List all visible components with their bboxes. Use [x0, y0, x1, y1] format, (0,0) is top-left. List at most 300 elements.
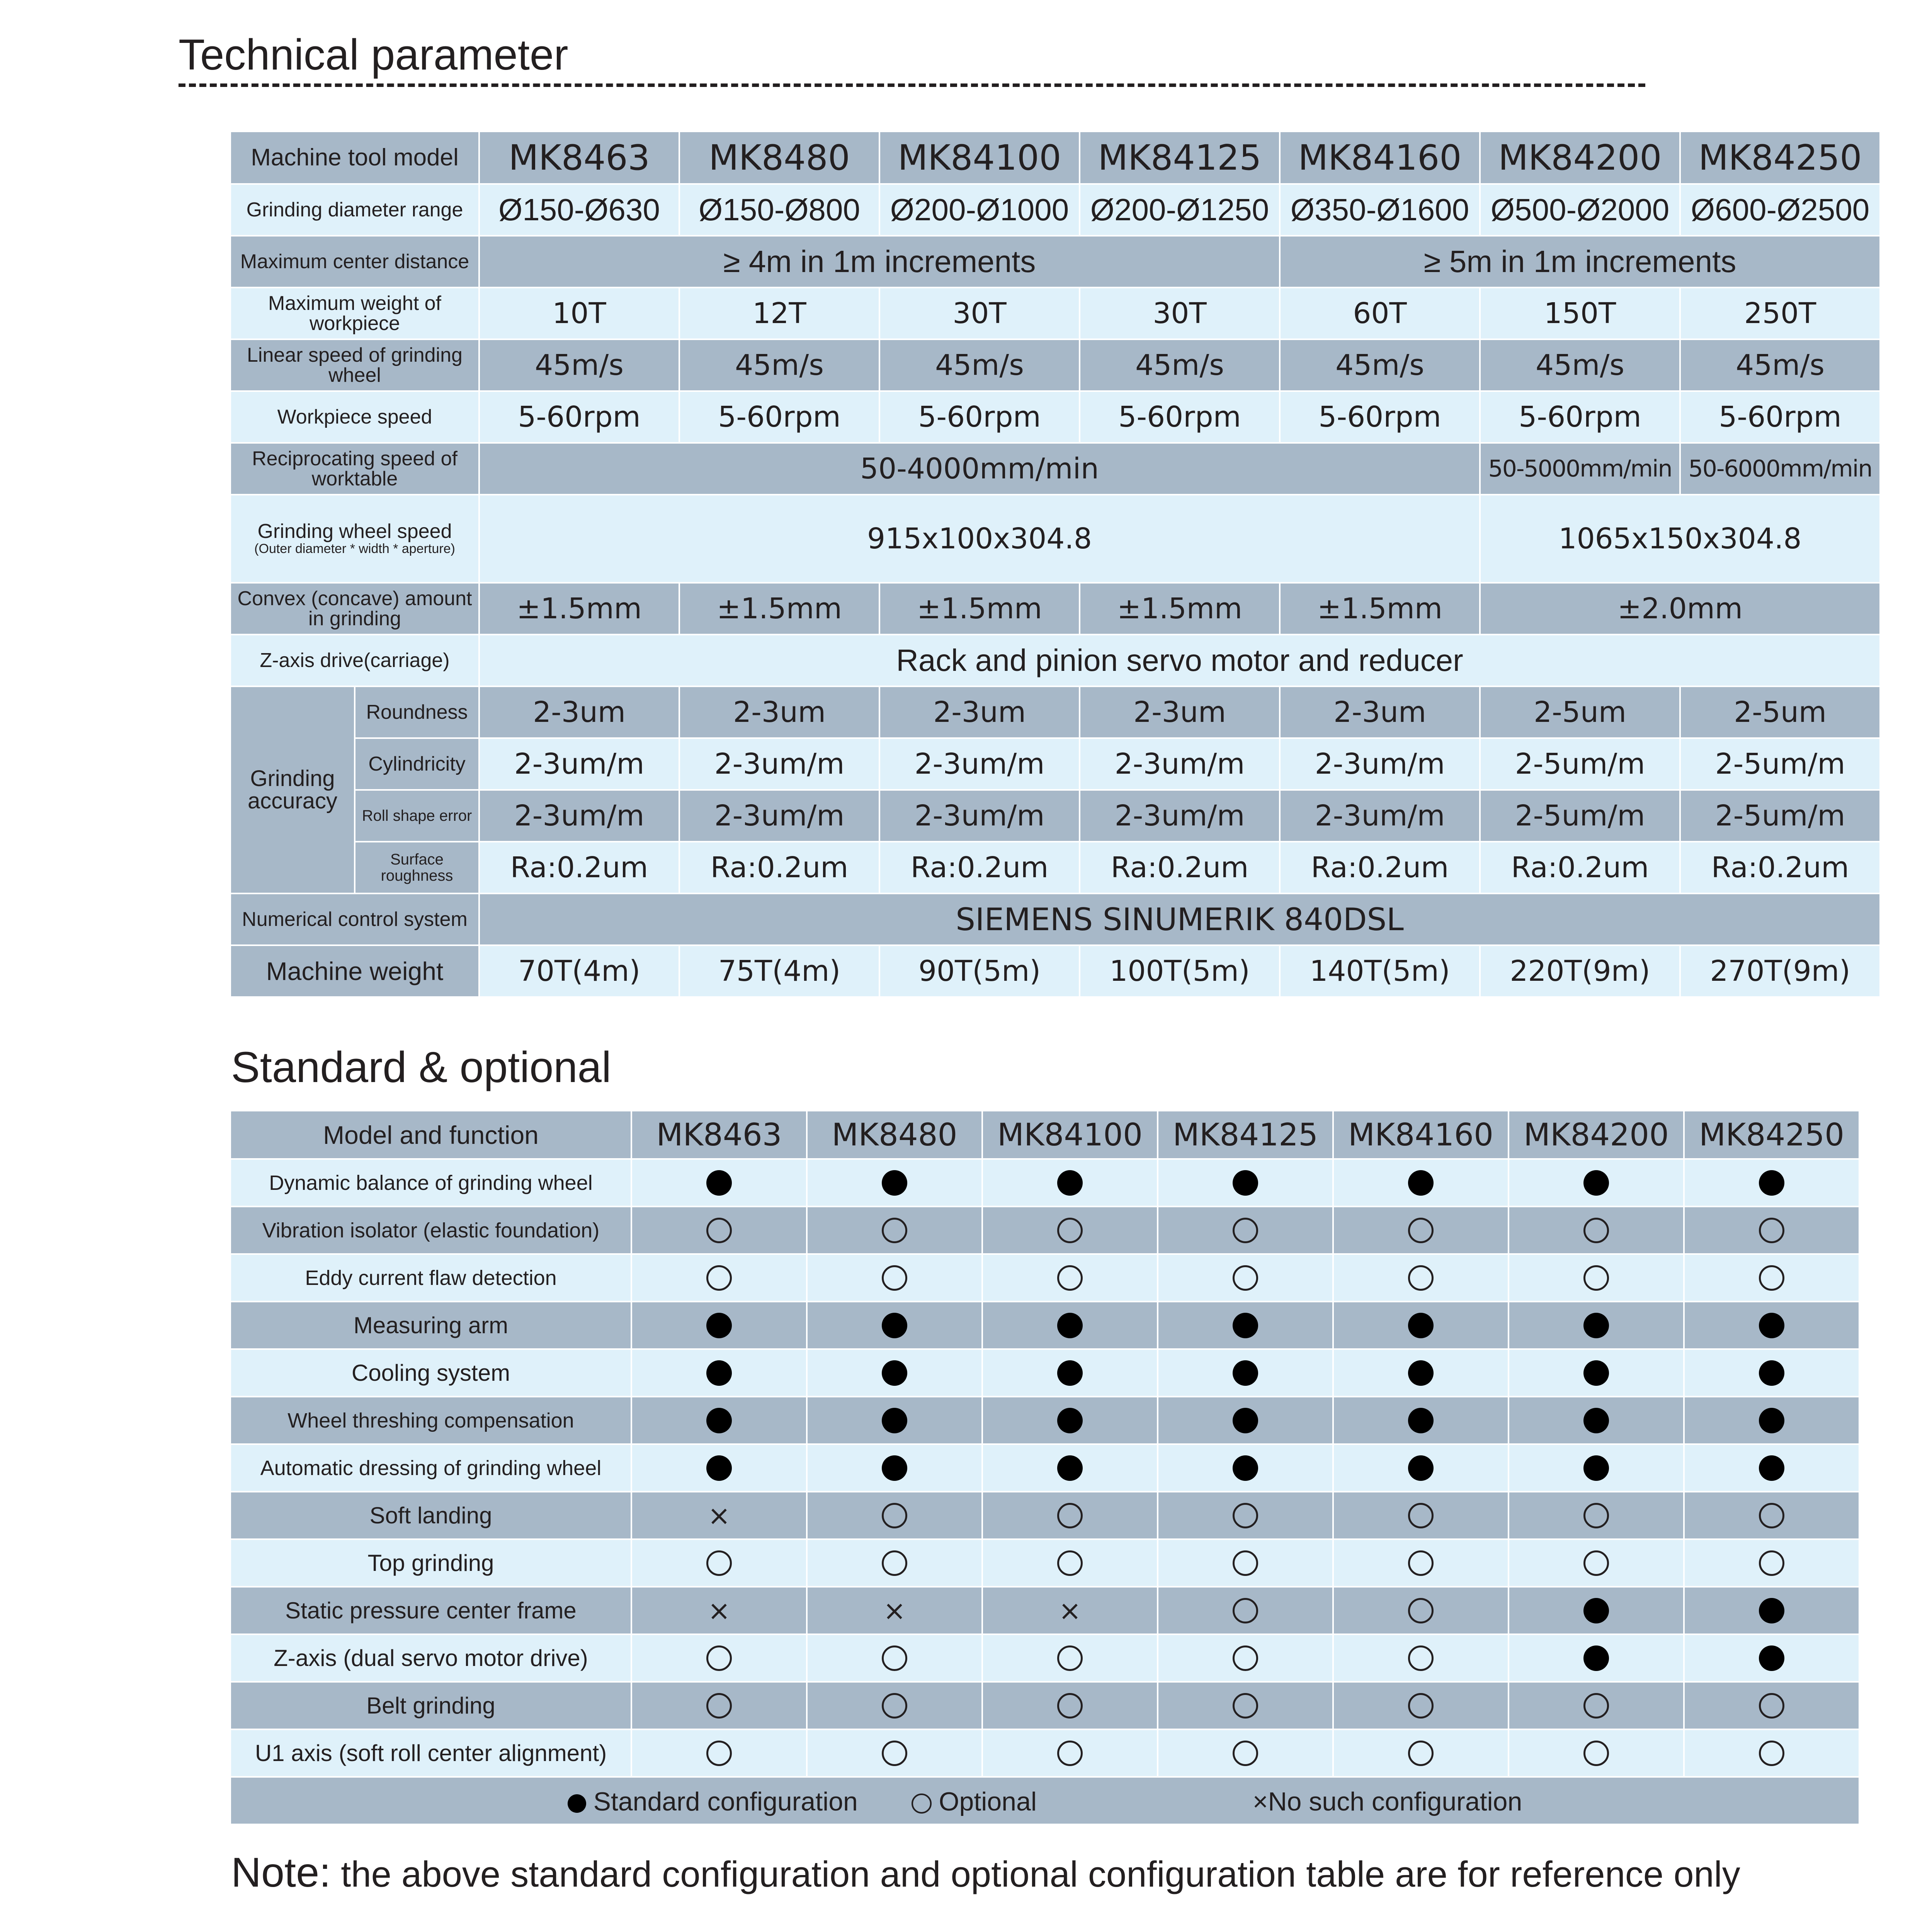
filled-circle-icon	[882, 1360, 907, 1386]
option-status-cell	[1333, 1302, 1509, 1349]
option-status-cell	[982, 1587, 1158, 1634]
option-status-cell	[1158, 1349, 1333, 1397]
roll-shape-cell: 2-3um/m	[879, 790, 1080, 842]
workpiece-speed-cell: 5-60rpm	[1280, 391, 1480, 443]
filled-circle-icon	[1759, 1455, 1784, 1481]
row-label-surface: Surface roughness	[355, 842, 479, 893]
option-status-cell	[807, 1302, 982, 1349]
reciprocating-speed-cell: 50-6000mm/min	[1680, 443, 1880, 495]
zaxis-cell: Rack and pinion servo motor and reducer	[479, 635, 1880, 686]
row-label-center-distance: Maximum center distance	[231, 236, 479, 288]
option-row	[231, 1729, 1859, 1777]
option-status-cell	[1158, 1159, 1333, 1206]
open-circle-icon	[882, 1741, 907, 1766]
option-function-label: Automatic dressing of grinding wheel	[231, 1444, 631, 1492]
workpiece-speed-cell: 5-60rpm	[1480, 391, 1680, 443]
option-status-cell	[982, 1729, 1158, 1777]
legend-standard-label: Standard configuration	[593, 1787, 858, 1817]
option-status-cell	[1333, 1492, 1509, 1539]
option-status-cell	[1509, 1254, 1684, 1302]
filled-circle-icon	[706, 1313, 732, 1338]
cylindricity-cell: 2-5um/m	[1480, 738, 1680, 790]
row-label-weight: Maximum weight of workpiece	[231, 288, 479, 339]
option-status-cell	[1158, 1206, 1333, 1254]
option-status-cell	[982, 1682, 1158, 1729]
filled-circle-icon	[1233, 1408, 1258, 1433]
option-status-cell	[1333, 1587, 1509, 1634]
weight-cell: 10T	[479, 288, 679, 339]
filled-circle-icon	[1057, 1313, 1083, 1338]
roundness-cell: 2-3um	[479, 686, 679, 738]
option-status-cell	[1684, 1254, 1859, 1302]
machine-weight-cell: 75T(4m)	[679, 945, 879, 997]
filled-circle-icon	[1759, 1408, 1784, 1433]
ncs-cell: SIEMENS SINUMERIK 840DSL	[479, 893, 1880, 945]
filled-circle-icon	[568, 1794, 586, 1813]
open-circle-icon	[882, 1265, 907, 1291]
option-status-cell	[1158, 1729, 1333, 1777]
option-status-cell	[631, 1397, 807, 1444]
option-status-cell	[1158, 1254, 1333, 1302]
option-status-cell	[982, 1397, 1158, 1444]
open-circle-icon	[1408, 1550, 1434, 1576]
option-row	[231, 1254, 1859, 1302]
cylindricity-row	[231, 738, 1880, 790]
option-status-cell	[1158, 1682, 1333, 1729]
filled-circle-icon	[882, 1408, 907, 1433]
technical-parameter-title: Technical parameter	[179, 31, 568, 79]
weight-cell: 150T	[1480, 288, 1680, 339]
open-circle-icon	[1057, 1550, 1083, 1576]
filled-circle-icon	[1408, 1360, 1434, 1386]
model-cell: MK84200	[1480, 132, 1680, 184]
option-status-cell	[1509, 1397, 1684, 1444]
cross-icon: ×	[707, 1594, 731, 1627]
open-circle-icon	[1759, 1503, 1784, 1528]
diameter-row	[231, 184, 1880, 236]
filled-circle-icon	[706, 1455, 732, 1481]
filled-circle-icon	[1233, 1313, 1258, 1338]
option-status-cell	[1158, 1587, 1333, 1634]
option-row	[231, 1587, 1859, 1634]
open-circle-icon	[1233, 1503, 1258, 1528]
wheel-speed-note: (Outer diameter * width * aperture)	[254, 541, 455, 556]
zaxis-row	[231, 635, 1880, 686]
linear-speed-cell: 45m/s	[1680, 339, 1880, 391]
open-circle-icon	[1408, 1218, 1434, 1243]
open-circle-icon	[706, 1218, 732, 1243]
option-status-cell	[1509, 1634, 1684, 1682]
filled-circle-icon	[1759, 1598, 1784, 1623]
workpiece-speed-cell: 5-60rpm	[1680, 391, 1880, 443]
options-model-cell: MK8463	[631, 1111, 807, 1159]
option-status-cell	[807, 1254, 982, 1302]
workpiece-speed-cell: 5-60rpm	[1080, 391, 1280, 443]
option-function-label: Wheel threshing compensation	[231, 1397, 631, 1444]
open-circle-icon	[1233, 1265, 1258, 1291]
open-circle-icon	[1233, 1550, 1258, 1576]
option-function-label: Z-axis (dual servo motor drive)	[231, 1634, 631, 1682]
roundness-cell: 2-5um	[1680, 686, 1880, 738]
option-function-label: U1 axis (soft roll center alignment)	[231, 1729, 631, 1777]
options-model-cell: MK84100	[982, 1111, 1158, 1159]
open-circle-icon	[1057, 1741, 1083, 1766]
option-status-cell	[1684, 1444, 1859, 1492]
open-circle-icon	[1233, 1645, 1258, 1671]
option-status-cell	[1333, 1254, 1509, 1302]
legend-none	[1253, 1787, 1522, 1817]
options-model-cell: MK84200	[1509, 1111, 1684, 1159]
open-circle-icon	[882, 1693, 907, 1719]
option-status-cell	[1509, 1729, 1684, 1777]
surface-cell: Ra:0.2um	[1080, 842, 1280, 893]
filled-circle-icon	[1408, 1170, 1434, 1196]
row-label-wheel-speed	[231, 495, 479, 583]
option-status-cell	[1158, 1539, 1333, 1587]
center-distance-row	[231, 236, 1880, 288]
ncs-row	[231, 893, 1880, 945]
open-circle-icon	[1408, 1693, 1434, 1719]
open-circle-icon	[882, 1218, 907, 1243]
open-circle-icon	[706, 1693, 732, 1719]
standard-optional-title: Standard & optional	[231, 1043, 611, 1091]
filled-circle-icon	[882, 1455, 907, 1481]
option-status-cell	[1333, 1444, 1509, 1492]
open-circle-icon	[1583, 1550, 1609, 1576]
option-status-cell	[1333, 1634, 1509, 1682]
legend-row	[231, 1777, 1859, 1824]
weight-cell: 250T	[1680, 288, 1880, 339]
wheel-speed-cell: 1065x150x304.8	[1480, 495, 1880, 583]
option-status-cell	[1509, 1492, 1684, 1539]
row-label-roll-shape: Roll shape error	[355, 790, 479, 842]
workpiece-speed-cell: 5-60rpm	[479, 391, 679, 443]
wheel-speed-row	[231, 495, 1880, 583]
open-circle-icon	[706, 1550, 732, 1576]
workpiece-speed-cell: 5-60rpm	[879, 391, 1080, 443]
filled-circle-icon	[882, 1170, 907, 1196]
row-label-zaxis: Z-axis drive(carriage)	[231, 635, 479, 686]
legend-cell	[231, 1777, 1859, 1824]
option-status-cell	[1333, 1397, 1509, 1444]
diameter-cell: Ø200-Ø1250	[1080, 184, 1280, 236]
option-status-cell	[807, 1397, 982, 1444]
filled-circle-icon	[1583, 1408, 1609, 1433]
machine-weight-cell: 90T(5m)	[879, 945, 1080, 997]
filled-circle-icon	[1408, 1455, 1434, 1481]
option-function-label: Static pressure center frame	[231, 1587, 631, 1634]
option-function-label: Vibration isolator (elastic foundation)	[231, 1206, 631, 1254]
diameter-cell: Ø350-Ø1600	[1280, 184, 1480, 236]
row-label-convex: Convex (concave) amount in grinding	[231, 583, 479, 635]
option-function-label: Dynamic balance of grinding wheel	[231, 1159, 631, 1206]
filled-circle-icon	[1057, 1455, 1083, 1481]
open-circle-icon	[912, 1793, 932, 1814]
weight-cell: 30T	[879, 288, 1080, 339]
open-circle-icon	[1759, 1550, 1784, 1576]
open-circle-icon	[1057, 1265, 1083, 1291]
option-status-cell	[1158, 1492, 1333, 1539]
option-status-cell	[1333, 1349, 1509, 1397]
open-circle-icon	[1233, 1218, 1258, 1243]
option-function-label: Soft landing	[231, 1492, 631, 1539]
open-circle-icon	[706, 1741, 732, 1766]
convex-cell: ±2.0mm	[1480, 583, 1880, 635]
option-status-cell	[1509, 1206, 1684, 1254]
filled-circle-icon	[1759, 1360, 1784, 1386]
filled-circle-icon	[1583, 1360, 1609, 1386]
option-status-cell	[1684, 1634, 1859, 1682]
reference-note	[231, 1847, 1740, 1899]
filled-circle-icon	[1408, 1313, 1434, 1338]
option-status-cell	[1158, 1302, 1333, 1349]
options-header-label: Model and function	[231, 1111, 631, 1159]
option-status-cell	[807, 1206, 982, 1254]
open-circle-icon	[1057, 1693, 1083, 1719]
standard-optional-table	[231, 1111, 1860, 1825]
cross-icon: ×	[707, 1499, 731, 1531]
option-function-label: Top grinding	[231, 1539, 631, 1587]
row-label-linear-speed: Linear speed of grinding wheel	[231, 339, 479, 391]
option-status-cell	[1684, 1539, 1859, 1587]
convex-cell: ±1.5mm	[1280, 583, 1480, 635]
filled-circle-icon	[882, 1313, 907, 1338]
model-cell: MK84250	[1680, 132, 1880, 184]
open-circle-icon	[1759, 1741, 1784, 1766]
center-distance-cell: ≥ 5m in 1m increments	[1280, 236, 1880, 288]
reciprocating-speed-cell: 50-4000mm/min	[479, 443, 1480, 495]
option-status-cell	[1333, 1206, 1509, 1254]
note-prefix: Note:	[231, 1849, 331, 1896]
roundness-row	[231, 686, 1880, 738]
diameter-cell: Ø150-Ø800	[679, 184, 879, 236]
option-status-cell	[1158, 1634, 1333, 1682]
filled-circle-icon	[1583, 1598, 1609, 1623]
option-status-cell	[1333, 1159, 1509, 1206]
machine-weight-cell: 70T(4m)	[479, 945, 679, 997]
dashed-divider	[179, 83, 1645, 87]
option-status-cell	[1333, 1539, 1509, 1587]
option-status-cell	[1509, 1349, 1684, 1397]
options-header-row	[231, 1111, 1859, 1159]
row-label-roundness: Roundness	[355, 686, 479, 738]
roll-shape-cell: 2-5um/m	[1680, 790, 1880, 842]
open-circle-icon	[1583, 1218, 1609, 1243]
option-status-cell	[1684, 1682, 1859, 1729]
option-row	[231, 1206, 1859, 1254]
open-circle-icon	[1408, 1598, 1434, 1623]
filled-circle-icon	[1057, 1170, 1083, 1196]
option-status-cell	[982, 1444, 1158, 1492]
weight-cell: 12T	[679, 288, 879, 339]
options-model-cell: MK84250	[1684, 1111, 1859, 1159]
option-status-cell	[1684, 1349, 1859, 1397]
options-model-cell: MK8480	[807, 1111, 982, 1159]
cylindricity-cell: 2-3um/m	[879, 738, 1080, 790]
row-label-model: Machine tool model	[231, 132, 479, 184]
filled-circle-icon	[1759, 1313, 1784, 1338]
option-row	[231, 1539, 1859, 1587]
option-row	[231, 1634, 1859, 1682]
option-status-cell	[982, 1206, 1158, 1254]
surface-row	[231, 842, 1880, 893]
cross-icon: ×	[1058, 1594, 1082, 1627]
open-circle-icon	[1583, 1741, 1609, 1766]
center-distance-cell: ≥ 4m in 1m increments	[479, 236, 1280, 288]
option-status-cell	[1509, 1539, 1684, 1587]
option-status-cell	[631, 1729, 807, 1777]
option-status-cell	[1684, 1159, 1859, 1206]
option-status-cell	[807, 1159, 982, 1206]
open-circle-icon	[882, 1645, 907, 1671]
option-status-cell	[982, 1302, 1158, 1349]
option-status-cell	[631, 1444, 807, 1492]
cylindricity-cell: 2-3um/m	[679, 738, 879, 790]
option-status-cell	[631, 1254, 807, 1302]
row-label-machine-weight: Machine weight	[231, 945, 479, 997]
option-function-label: Eddy current flaw detection	[231, 1254, 631, 1302]
option-status-cell	[1684, 1397, 1859, 1444]
option-status-cell	[631, 1159, 807, 1206]
model-cell: MK84100	[879, 132, 1080, 184]
legend-standard	[568, 1787, 858, 1817]
row-label-diameter: Grinding diameter range	[231, 184, 479, 236]
filled-circle-icon	[706, 1170, 732, 1196]
option-status-cell	[1509, 1444, 1684, 1492]
workpiece-speed-cell: 5-60rpm	[679, 391, 879, 443]
roll-shape-cell: 2-3um/m	[1280, 790, 1480, 842]
option-status-cell	[1684, 1302, 1859, 1349]
option-status-cell	[631, 1206, 807, 1254]
filled-circle-icon	[1233, 1170, 1258, 1196]
option-status-cell	[1509, 1159, 1684, 1206]
roundness-cell: 2-3um	[679, 686, 879, 738]
linear-speed-cell: 45m/s	[1080, 339, 1280, 391]
option-status-cell	[807, 1729, 982, 1777]
option-status-cell	[982, 1539, 1158, 1587]
filled-circle-icon	[1057, 1360, 1083, 1386]
surface-cell: Ra:0.2um	[479, 842, 679, 893]
wheel-speed-cell: 915x100x304.8	[479, 495, 1480, 583]
filled-circle-icon	[706, 1360, 732, 1386]
weight-cell: 60T	[1280, 288, 1480, 339]
option-status-cell	[631, 1302, 807, 1349]
options-model-cell: MK84160	[1333, 1111, 1509, 1159]
diameter-cell: Ø150-Ø630	[479, 184, 679, 236]
cylindricity-cell: 2-5um/m	[1680, 738, 1880, 790]
diameter-cell: Ø200-Ø1000	[879, 184, 1080, 236]
row-label-reciprocating-speed: Reciprocating speed of worktable	[231, 443, 479, 495]
option-function-label: Belt grinding	[231, 1682, 631, 1729]
roundness-cell: 2-3um	[879, 686, 1080, 738]
cylindricity-cell: 2-3um/m	[479, 738, 679, 790]
option-status-cell	[982, 1492, 1158, 1539]
legend-optional-label: Optional	[939, 1787, 1037, 1817]
option-status-cell	[807, 1682, 982, 1729]
weight-cell: 30T	[1080, 288, 1280, 339]
convex-row	[231, 583, 1880, 635]
option-status-cell	[982, 1159, 1158, 1206]
option-status-cell	[1333, 1729, 1509, 1777]
row-label-ncs: Numerical control system	[231, 893, 479, 945]
wheel-speed-label: Grinding wheel speed	[257, 520, 452, 543]
note-text: the above standard configuration and optional configuration table are for reference only	[331, 1854, 1740, 1894]
option-status-cell	[982, 1349, 1158, 1397]
option-function-label: Cooling system	[231, 1349, 631, 1397]
linear-speed-row	[231, 339, 1880, 391]
option-row	[231, 1159, 1859, 1206]
row-label-workpiece-speed: Workpiece speed	[231, 391, 479, 443]
row-label-accuracy: Grinding accuracy	[231, 686, 355, 893]
machine-weight-cell: 140T(5m)	[1280, 945, 1480, 997]
option-status-cell	[1158, 1397, 1333, 1444]
machine-weight-cell: 100T(5m)	[1080, 945, 1280, 997]
open-circle-icon	[1583, 1503, 1609, 1528]
open-circle-icon	[882, 1550, 907, 1576]
reciprocating-speed-cell: 50-5000mm/min	[1480, 443, 1680, 495]
convex-cell: ±1.5mm	[879, 583, 1080, 635]
open-circle-icon	[1233, 1693, 1258, 1719]
surface-cell: Ra:0.2um	[1680, 842, 1880, 893]
open-circle-icon	[1408, 1645, 1434, 1671]
open-circle-icon	[1759, 1693, 1784, 1719]
option-status-cell	[807, 1539, 982, 1587]
option-status-cell	[631, 1634, 807, 1682]
row-label-cylindricity: Cylindricity	[355, 738, 479, 790]
option-status-cell	[1684, 1206, 1859, 1254]
roundness-cell: 2-5um	[1480, 686, 1680, 738]
open-circle-icon	[1057, 1645, 1083, 1671]
filled-circle-icon	[1583, 1170, 1609, 1196]
cross-icon: ×	[1252, 1787, 1268, 1817]
option-status-cell	[1684, 1587, 1859, 1634]
option-status-cell	[982, 1254, 1158, 1302]
option-status-cell	[631, 1682, 807, 1729]
diameter-cell: Ø600-Ø2500	[1680, 184, 1880, 236]
legend-none-label: No such configuration	[1268, 1787, 1522, 1817]
model-cell: MK84160	[1280, 132, 1480, 184]
option-status-cell	[1509, 1587, 1684, 1634]
filled-circle-icon	[1233, 1360, 1258, 1386]
option-status-cell	[807, 1634, 982, 1682]
option-status-cell	[631, 1587, 807, 1634]
filled-circle-icon	[1583, 1645, 1609, 1671]
option-row	[231, 1349, 1859, 1397]
linear-speed-cell: 45m/s	[1280, 339, 1480, 391]
option-row	[231, 1302, 1859, 1349]
open-circle-icon	[1408, 1503, 1434, 1528]
filled-circle-icon	[1583, 1455, 1609, 1481]
option-function-label: Measuring arm	[231, 1302, 631, 1349]
cylindricity-cell: 2-3um/m	[1080, 738, 1280, 790]
machine-weight-row	[231, 945, 1880, 997]
technical-parameter-table	[231, 132, 1881, 998]
option-status-cell	[807, 1444, 982, 1492]
open-circle-icon	[882, 1503, 907, 1528]
filled-circle-icon	[1057, 1408, 1083, 1433]
diameter-cell: Ø500-Ø2000	[1480, 184, 1680, 236]
option-status-cell	[1684, 1729, 1859, 1777]
option-row	[231, 1444, 1859, 1492]
open-circle-icon	[1408, 1741, 1434, 1766]
open-circle-icon	[706, 1645, 732, 1671]
option-status-cell	[1509, 1682, 1684, 1729]
cylindricity-cell: 2-3um/m	[1280, 738, 1480, 790]
reciprocating-speed-row	[231, 443, 1880, 495]
surface-cell: Ra:0.2um	[1480, 842, 1680, 893]
model-cell: MK8463	[479, 132, 679, 184]
open-circle-icon	[1583, 1265, 1609, 1291]
